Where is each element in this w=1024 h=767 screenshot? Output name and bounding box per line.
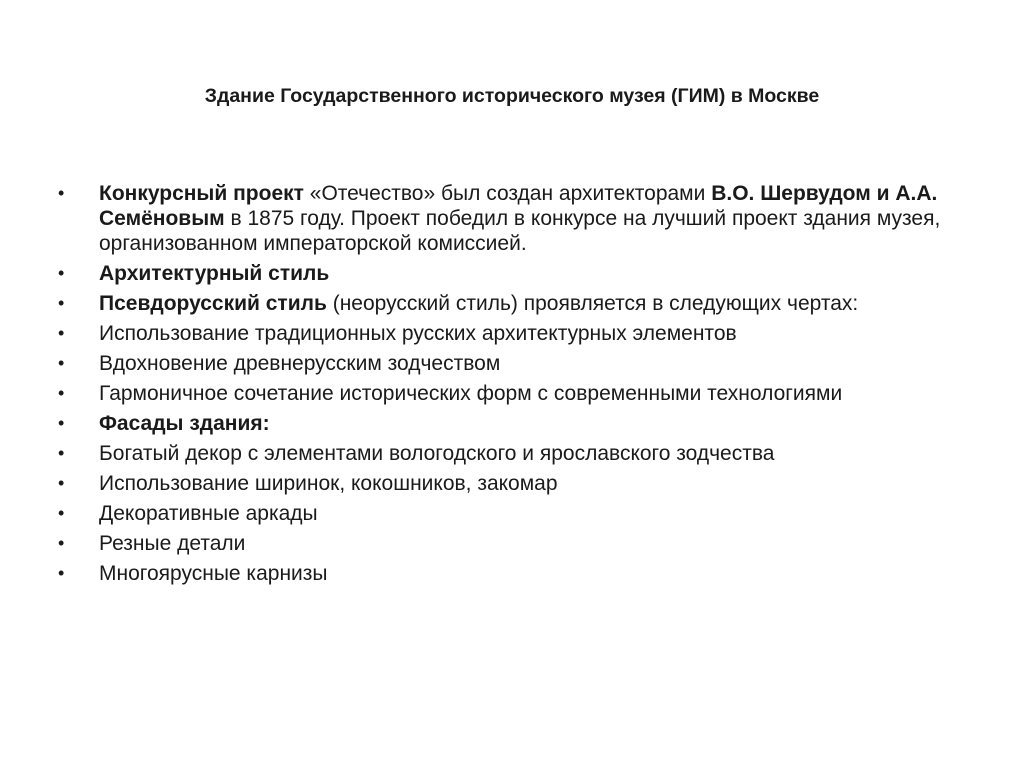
item-text: (неорусский стиль) проявляется в следующих чертах: (326, 292, 859, 315)
item-text: в 1875 году. Проект победил в конкурсе на лучший проект здания музея, организованном императорской комиссией. (99, 207, 941, 255)
list-item (58, 471, 958, 496)
bullet-dot-icon: • (58, 353, 65, 373)
bullet-dot-icon: • (58, 263, 65, 283)
item-text: Вдохновение древнерусским зодчеством (99, 352, 501, 375)
list-item (58, 501, 958, 526)
item-text: «Отечество» был создан архитекторами (303, 182, 712, 205)
slide-title: Здание Государственного исторического музея (ГИМ) в Москве (204, 85, 820, 107)
bullet-dot-icon: • (58, 503, 65, 523)
item-text: Резные детали (99, 532, 246, 555)
list-item (58, 261, 958, 286)
list-item (58, 531, 958, 556)
item-bold-text: Псевдорусский стиль (99, 292, 327, 315)
bullet-dot-icon: • (58, 183, 65, 203)
item-bold-text: Архитектурный стиль (99, 262, 330, 285)
item-bold-text: В.О. Шервудом и А.А. Семёновым (99, 182, 938, 230)
bullet-dot-icon: • (58, 383, 65, 403)
list-item (58, 441, 958, 466)
list-item (58, 321, 958, 346)
item-text: Многоярусные карнизы (99, 562, 328, 585)
bullet-dot-icon: • (58, 293, 65, 313)
bullet-dot-icon: • (58, 563, 65, 583)
list-item (58, 351, 958, 376)
list-item (58, 291, 958, 316)
item-text: Использование традиционных русских архитектурных элементов (99, 322, 737, 345)
item-text: Использование ширинок, кокошников, закомар (99, 472, 558, 495)
list-item (58, 381, 958, 406)
item-text: Гармоничное сочетание исторических форм с современными технологиями (99, 382, 843, 405)
list-item (58, 411, 958, 436)
bullet-dot-icon: • (58, 473, 65, 493)
bullet-dot-icon: • (58, 323, 65, 343)
bullet-dot-icon: • (58, 413, 65, 433)
bullet-dot-icon: • (58, 533, 65, 553)
bullet-dot-icon: • (58, 443, 65, 463)
list-item (58, 181, 958, 256)
item-bold-text: Конкурсный проект (99, 182, 304, 205)
item-text: Богатый декор с элементами вологодского и ярославского зодчества (99, 442, 775, 465)
list-item (58, 561, 958, 586)
bullet-list (58, 181, 958, 591)
item-text: Декоративные аркады (99, 502, 318, 525)
item-bold-text: Фасады здания: (99, 412, 270, 435)
